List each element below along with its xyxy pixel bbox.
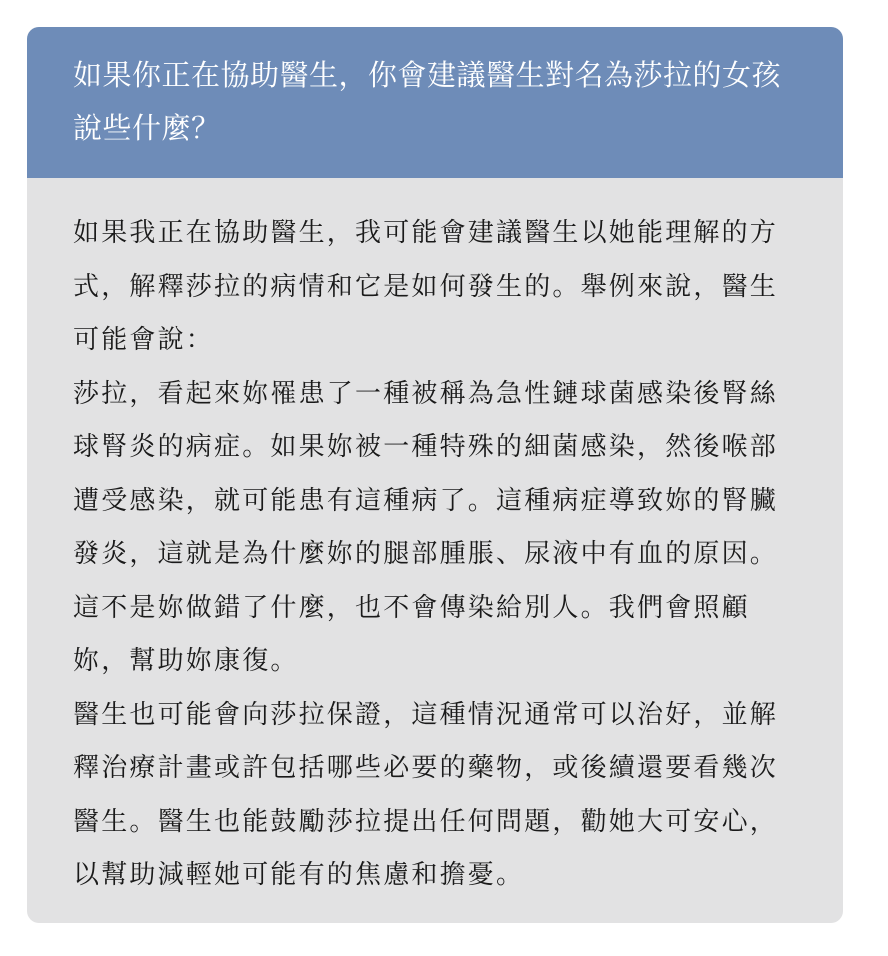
qa-card bbox=[27, 27, 843, 923]
answer-paragraph-reassurance: 醫生也可能會向莎拉保證，這種情況通常可以治好，並解釋治療計畫或許包括哪些必要的藥物，或後續還要看幾次醫生。醫生也能鼓勵莎拉提出任何問題，勸她大可安心，以幫助減輕她可能有的焦慮和擔憂。 bbox=[73, 699, 779, 890]
answer-body bbox=[27, 178, 843, 903]
answer-paragraph-doctor-quote: 莎拉，看起來妳罹患了一種被稱為急性鏈球菌感染後腎絲球腎炎的病症。如果妳被一種特殊的細菌感染，然後喉部遭受感染，就可能患有這種病了。這種病症導致妳的腎臟發炎，這就是為什麼妳的腿部腫脹、尿液中有血的原因。這不是妳做錯了什麼，也不會傳染給別人。我們會照顧妳，幫助妳康復。 bbox=[73, 378, 779, 676]
question-header bbox=[27, 27, 843, 178]
answer-paragraph-intro: 如果我正在協助醫生，我可能會建議醫生以她能理解的方式，解釋莎拉的病情和它是如何發生的。舉例來說，醫生可能會說： bbox=[73, 218, 779, 355]
question-text: 如果你正在協助醫生，你會建議醫生對名為莎拉的女孩說些什麼？ bbox=[73, 58, 782, 145]
